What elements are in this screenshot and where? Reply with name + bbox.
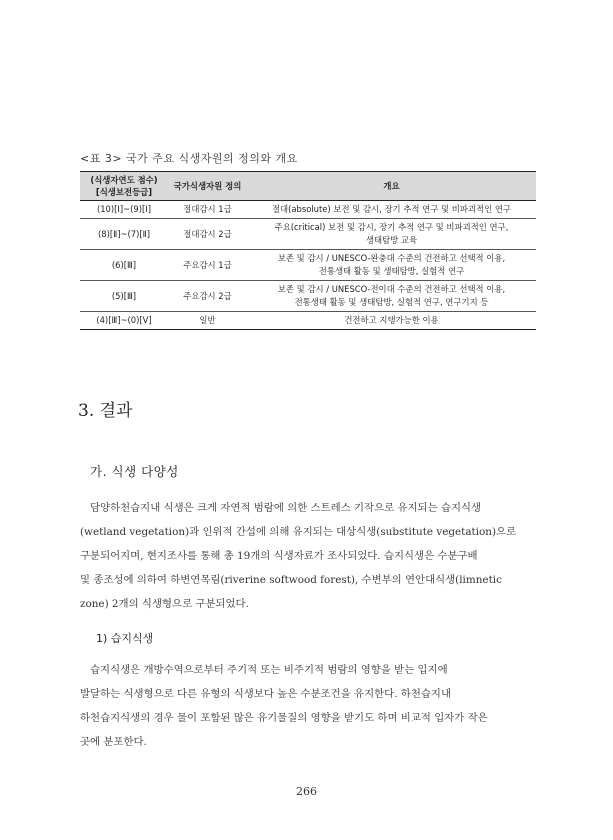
row-score: (4)[Ⅲ]~(0)[Ⅴ]	[80, 312, 168, 330]
paragraph-line: 발달하는 식생형으로 다른 유형의 식생보다 높은 수분조건을 유지한다. 하천습지내	[80, 688, 451, 700]
row-score: (5)[Ⅲ]	[80, 281, 168, 312]
table-caption: <표 3> 국가 주요 식생자원의 정의와 개요	[80, 152, 298, 165]
row-definition: 절대감시 1급	[168, 201, 247, 219]
row-overview: 절대(absolute) 보전 및 감시, 장기 추적 연구 및 비파괴적인 연구	[247, 201, 536, 219]
table-row	[80, 201, 536, 219]
section-title: 3. 결과	[78, 401, 133, 421]
row-score: (6)[Ⅲ]	[80, 250, 168, 281]
row-definition: 주요감시 2급	[168, 281, 247, 312]
paragraph-wetland-vegetation	[80, 658, 538, 754]
paragraph-line: 담양하천습지내 식생은 크게 자연적 범람에 의한 스트레스 기작으로 유지되는 습지식생	[90, 502, 482, 514]
row-score: (8)[Ⅱ]~(7)[Ⅱ]	[80, 219, 168, 250]
paragraph-line: 및 종조성에 의하여 하변연목림(riverine softwood forest), 수변부의 연안대식생(limnetic	[80, 574, 502, 586]
table-row	[80, 281, 536, 312]
paragraph-line: (wetland vegetation)과 인위적 간섭에 의해 유지되는 대상식생(substitute vegetation)으로	[80, 526, 517, 538]
paragraph-line: 곳에 분포한다.	[80, 736, 147, 748]
header-score: (식생자연도 점수) [식생보전등급]	[80, 172, 168, 201]
row-overview: 보존 및 감시 / UNESCO-완충대 수준의 건전하고 선택적 이용, 전통생태 활동 및 생태탐방, 실험적 연구	[247, 250, 536, 281]
paragraph-line: 하천습지식생의 경우 물이 포함된 많은 유기물질의 영향을 받기도 하며 비교적 입자가 작은	[80, 712, 488, 724]
table-row	[80, 250, 536, 281]
header-overview: 개요	[247, 172, 536, 201]
vegetation-resource-table	[80, 171, 536, 330]
paragraph-line: zone) 2개의 식생형으로 구분되었다.	[80, 598, 249, 610]
row-overview: 주요(critical) 보전 및 감시, 장기 추적 연구 및 비파괴적인 연구, 생태탐방 교육	[247, 219, 536, 250]
subsub-title: 1) 습지식생	[96, 632, 154, 645]
subsection-title: 가. 식생 다양성	[90, 464, 179, 479]
row-overview: 건전하고 지탱가능한 이용	[247, 312, 536, 330]
row-score: (10)[Ⅰ]~(9)[Ⅰ]	[80, 201, 168, 219]
page-number: 266	[296, 785, 317, 798]
table-row	[80, 219, 536, 250]
paragraph-line: 습지식생은 개방수역으로부터 주기적 또는 비주기적 범람의 영향을 받는 입지에	[90, 664, 448, 676]
table-row	[80, 312, 536, 330]
row-definition: 일반	[168, 312, 247, 330]
header-definition: 국가식생자원 정의	[168, 172, 247, 201]
row-definition: 주요감시 1급	[168, 250, 247, 281]
table-header-row	[80, 172, 536, 201]
row-overview: 보존 및 감시 / UNESCO-전이대 수준의 건전하고 선택적 이용, 전통생태 활동 및 생태탐방, 실험적 연구, 연구기지 등	[247, 281, 536, 312]
paragraph-vegetation-diversity	[80, 496, 538, 616]
row-definition: 절대감시 2급	[168, 219, 247, 250]
paragraph-line: 구분되어지며, 현지조사를 통해 총 19개의 식생자료가 조사되었다. 습지식생은 수분구배	[80, 550, 478, 562]
